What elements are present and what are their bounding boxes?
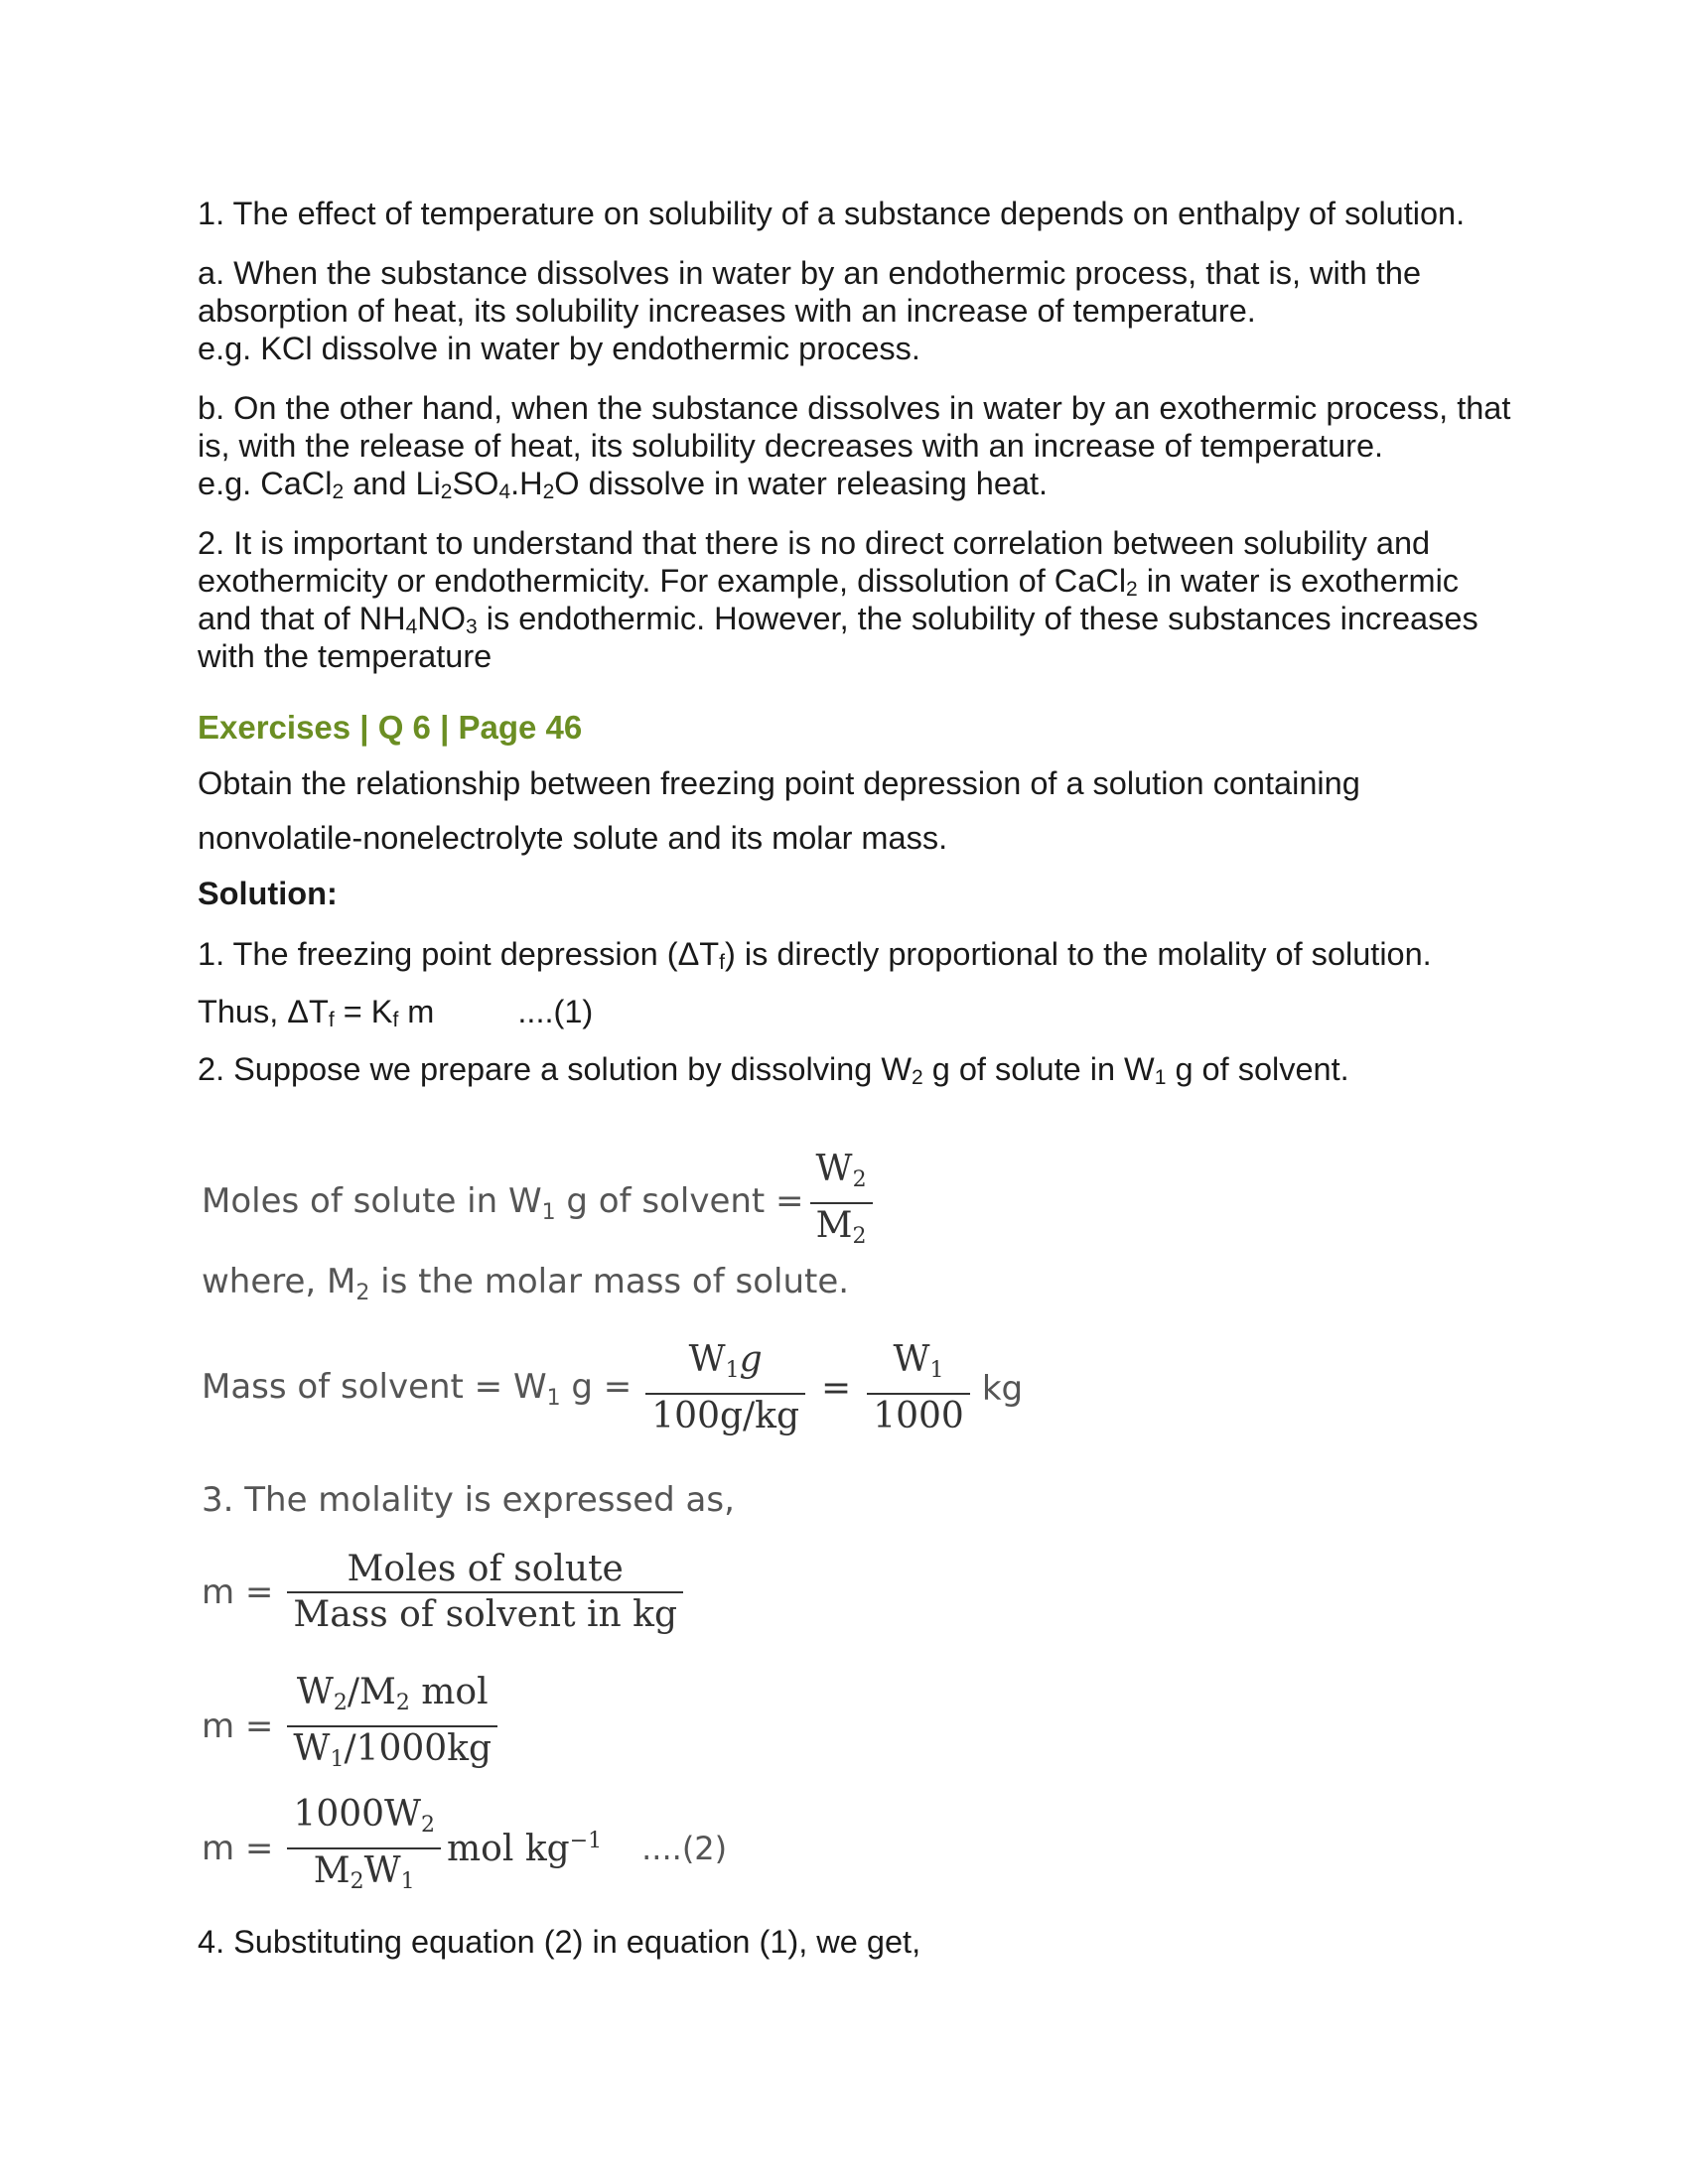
- solution-label: Solution:: [198, 876, 338, 911]
- paragraph-endothermic: [198, 254, 1518, 367]
- endothermic-example: e.g. KCl dissolve in water by endothermic process.: [198, 331, 920, 366]
- molality-result-equation-2: m = $\frac{1000W_2}{M_2W_1}$ mol $kg^{-1}$ ....(2): [202, 1794, 728, 1894]
- solution-step-4: 4. Substituting equation (2) in equation (1), we get,: [198, 1924, 921, 1960]
- exothermic-text: b. On the other hand, when the substance dissolves in water by an exothermic process, that is, with the release of heat, its solubility decreases with an increase of temperature.: [198, 390, 1511, 464]
- mass-of-solvent-equation: Mass of solvent = $W_1$ g = $\frac{W_1g}{100g/kg}$ = $\frac{W_1}{1000}$ kg: [202, 1339, 1024, 1436]
- molality-definition: m = $\frac{\text{Moles of solute}}{\text{Mass of solvent in kg}}$: [202, 1548, 689, 1637]
- exercise-question: Obtain the relationship between freezing point depression of a solution containing nonvolatile-nonelectrolyte solute and its molar mass.: [198, 765, 1360, 856]
- paragraph-correlation: 2. It is important to understand that there is no direct correlation between solubility and exothermicity or endothermicity. For example, dissolution of CaCl$_2$ in water is exothermic and that of $NH_4NO_3$ is endothermic. However, the solubility of these substances increases with the temperature: [198, 525, 1478, 674]
- solution-step-1: 1. The freezing point depression $(\Delta T_f)$ is directly proportional to the molality of solution.: [198, 936, 1432, 974]
- solution-step-2: 2. Suppose we prepare a solution by dissolving $W_2$ g of solute in $W_1$ g of solvent.: [198, 1051, 1349, 1089]
- equation-2-number: ....(2): [641, 1830, 728, 1867]
- mass-fraction-kg: $\frac{W_1}{1000}$: [867, 1338, 970, 1438]
- paragraph-enthalpy: 1. The effect of temperature on solubility of a substance depends on enthalpy of solution.: [198, 196, 1466, 231]
- moles-fraction: $\frac{W_2}{M_2}$: [810, 1148, 873, 1259]
- molality-substitution: m = $\frac{W_2/M_2 mol}{W_1/1000kg}$: [202, 1671, 503, 1782]
- molar-mass-note: where, $M_2$ is the molar mass of solute.: [202, 1262, 850, 1305]
- endothermic-text: a. When the substance dissolves in water by an endothermic process, that is, with the absorption of heat, its solubility increases with an increase of temperature.: [198, 255, 1422, 329]
- equation-1-number: ....(1): [517, 994, 594, 1029]
- equation-1: Thus, $\Delta T_f = K_f$ m ....(1): [198, 994, 594, 1031]
- paragraph-exothermic: [198, 389, 1518, 502]
- molality-intro: 3. The molality is expressed as,: [202, 1480, 735, 1520]
- mass-fraction-grams: $\frac{W_1g}{100g/kg}$: [645, 1338, 805, 1438]
- exercise-header: Exercises | Q 6 | Page 46: [198, 709, 583, 746]
- moles-of-solute-equation: Moles of solute in $W_1$ g of solvent = $\frac{W_2}{M_2}$: [202, 1148, 879, 1259]
- document-page: [198, 195, 1518, 1960]
- exothermic-example: e.g. CaCl$_2$ and $Li_2SO_4.H_2O$ dissolve in water releasing heat.: [198, 466, 1049, 503]
